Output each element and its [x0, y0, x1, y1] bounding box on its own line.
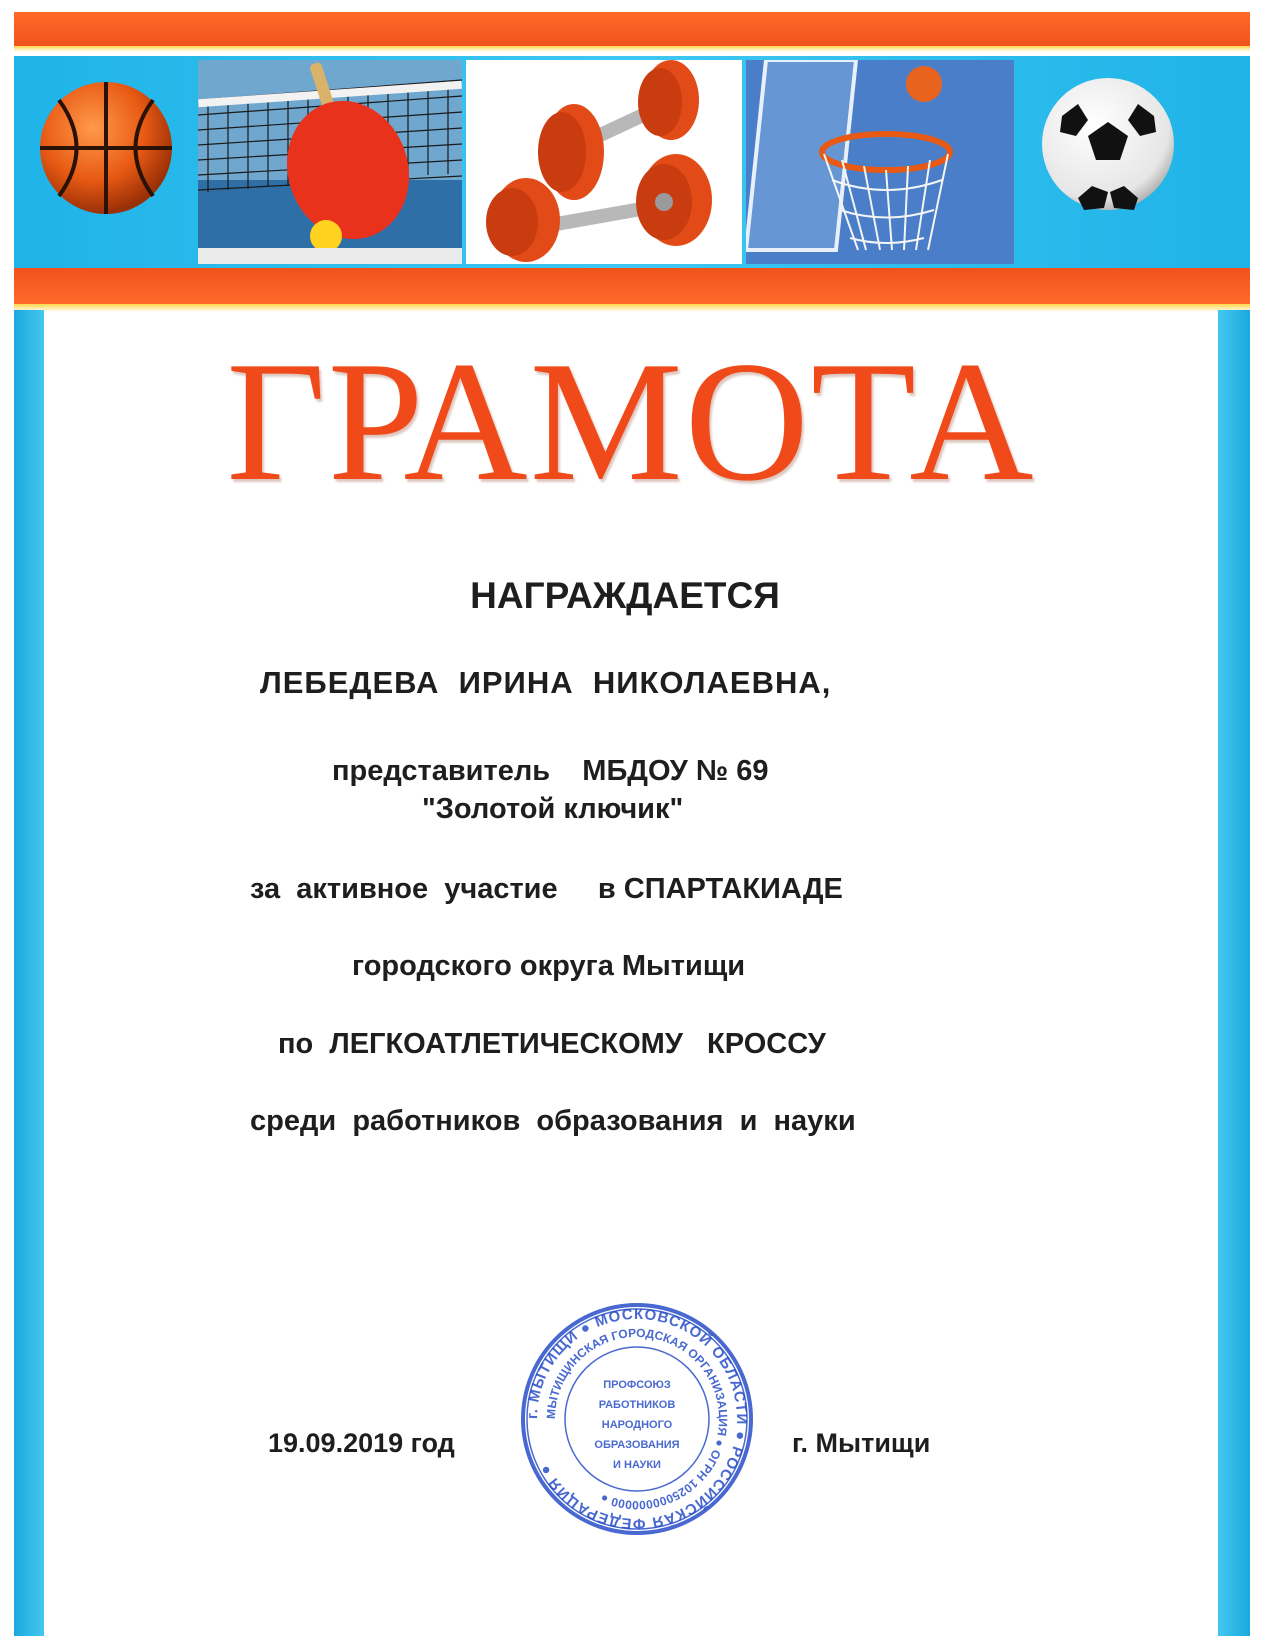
district-line: городского округа Мытищи — [352, 950, 746, 982]
stamp-inner-ring: МЫТИЩИНСКАЯ ГОРОДСКАЯ ОРГАНИЗАЦИЯ ● ОГРН 1025000000000 ● — [543, 1325, 731, 1513]
reason-line: за активное участие в СПАРТАКИАДЕ — [250, 873, 843, 905]
basketball-hoop-icon — [746, 60, 1014, 264]
issue-date: 19.09.2019 год — [268, 1428, 455, 1458]
stamp-center-line: ОБРАЗОВАНИЯ — [594, 1439, 680, 1451]
dumbbells-icon — [466, 60, 742, 264]
stamp-center-line: ПРОФСОЮЗ — [603, 1379, 671, 1391]
soccer-ball-icon — [1018, 60, 1250, 264]
event-line: по ЛЕГКОАТЛЕТИЧЕСКОМУ КРОССУ — [278, 1028, 826, 1060]
basketball-icon — [14, 60, 194, 264]
stamp-center-line: И НАУКИ — [613, 1459, 661, 1471]
audience-line: среди работников образования и науки — [250, 1105, 856, 1137]
right-blue-border — [1218, 310, 1250, 1636]
top-orange-bar — [14, 12, 1250, 46]
organization-name: "Золотой ключик" — [422, 793, 684, 825]
issue-city: г. Мытищи — [792, 1428, 931, 1458]
awarded-label: НАГРАЖДАЕТСЯ — [470, 575, 780, 616]
stamp-center-line: НАРОДНОГО — [601, 1419, 673, 1431]
stamp-center-line: РАБОТНИКОВ — [598, 1399, 676, 1411]
stamp-outer-ring: г. МЫТИЩИ ● МОСКОВСКОЙ ОБЛАСТИ ● РОССИЙСКАЯ ФЕДЕРАЦИЯ ● — [523, 1305, 751, 1533]
sports-banner — [14, 56, 1250, 268]
union-stamp — [518, 1300, 756, 1538]
recipient-name: ЛЕБЕДЕВА ИРИНА НИКОЛАЕВНА, — [260, 665, 832, 700]
bottom-orange-bar — [14, 268, 1250, 304]
table-tennis-icon — [198, 60, 462, 264]
representative-line: представитель МБДОУ № 69 — [332, 755, 769, 787]
certificate-title: ГРАМОТА — [226, 327, 1036, 517]
left-blue-border — [14, 310, 44, 1636]
